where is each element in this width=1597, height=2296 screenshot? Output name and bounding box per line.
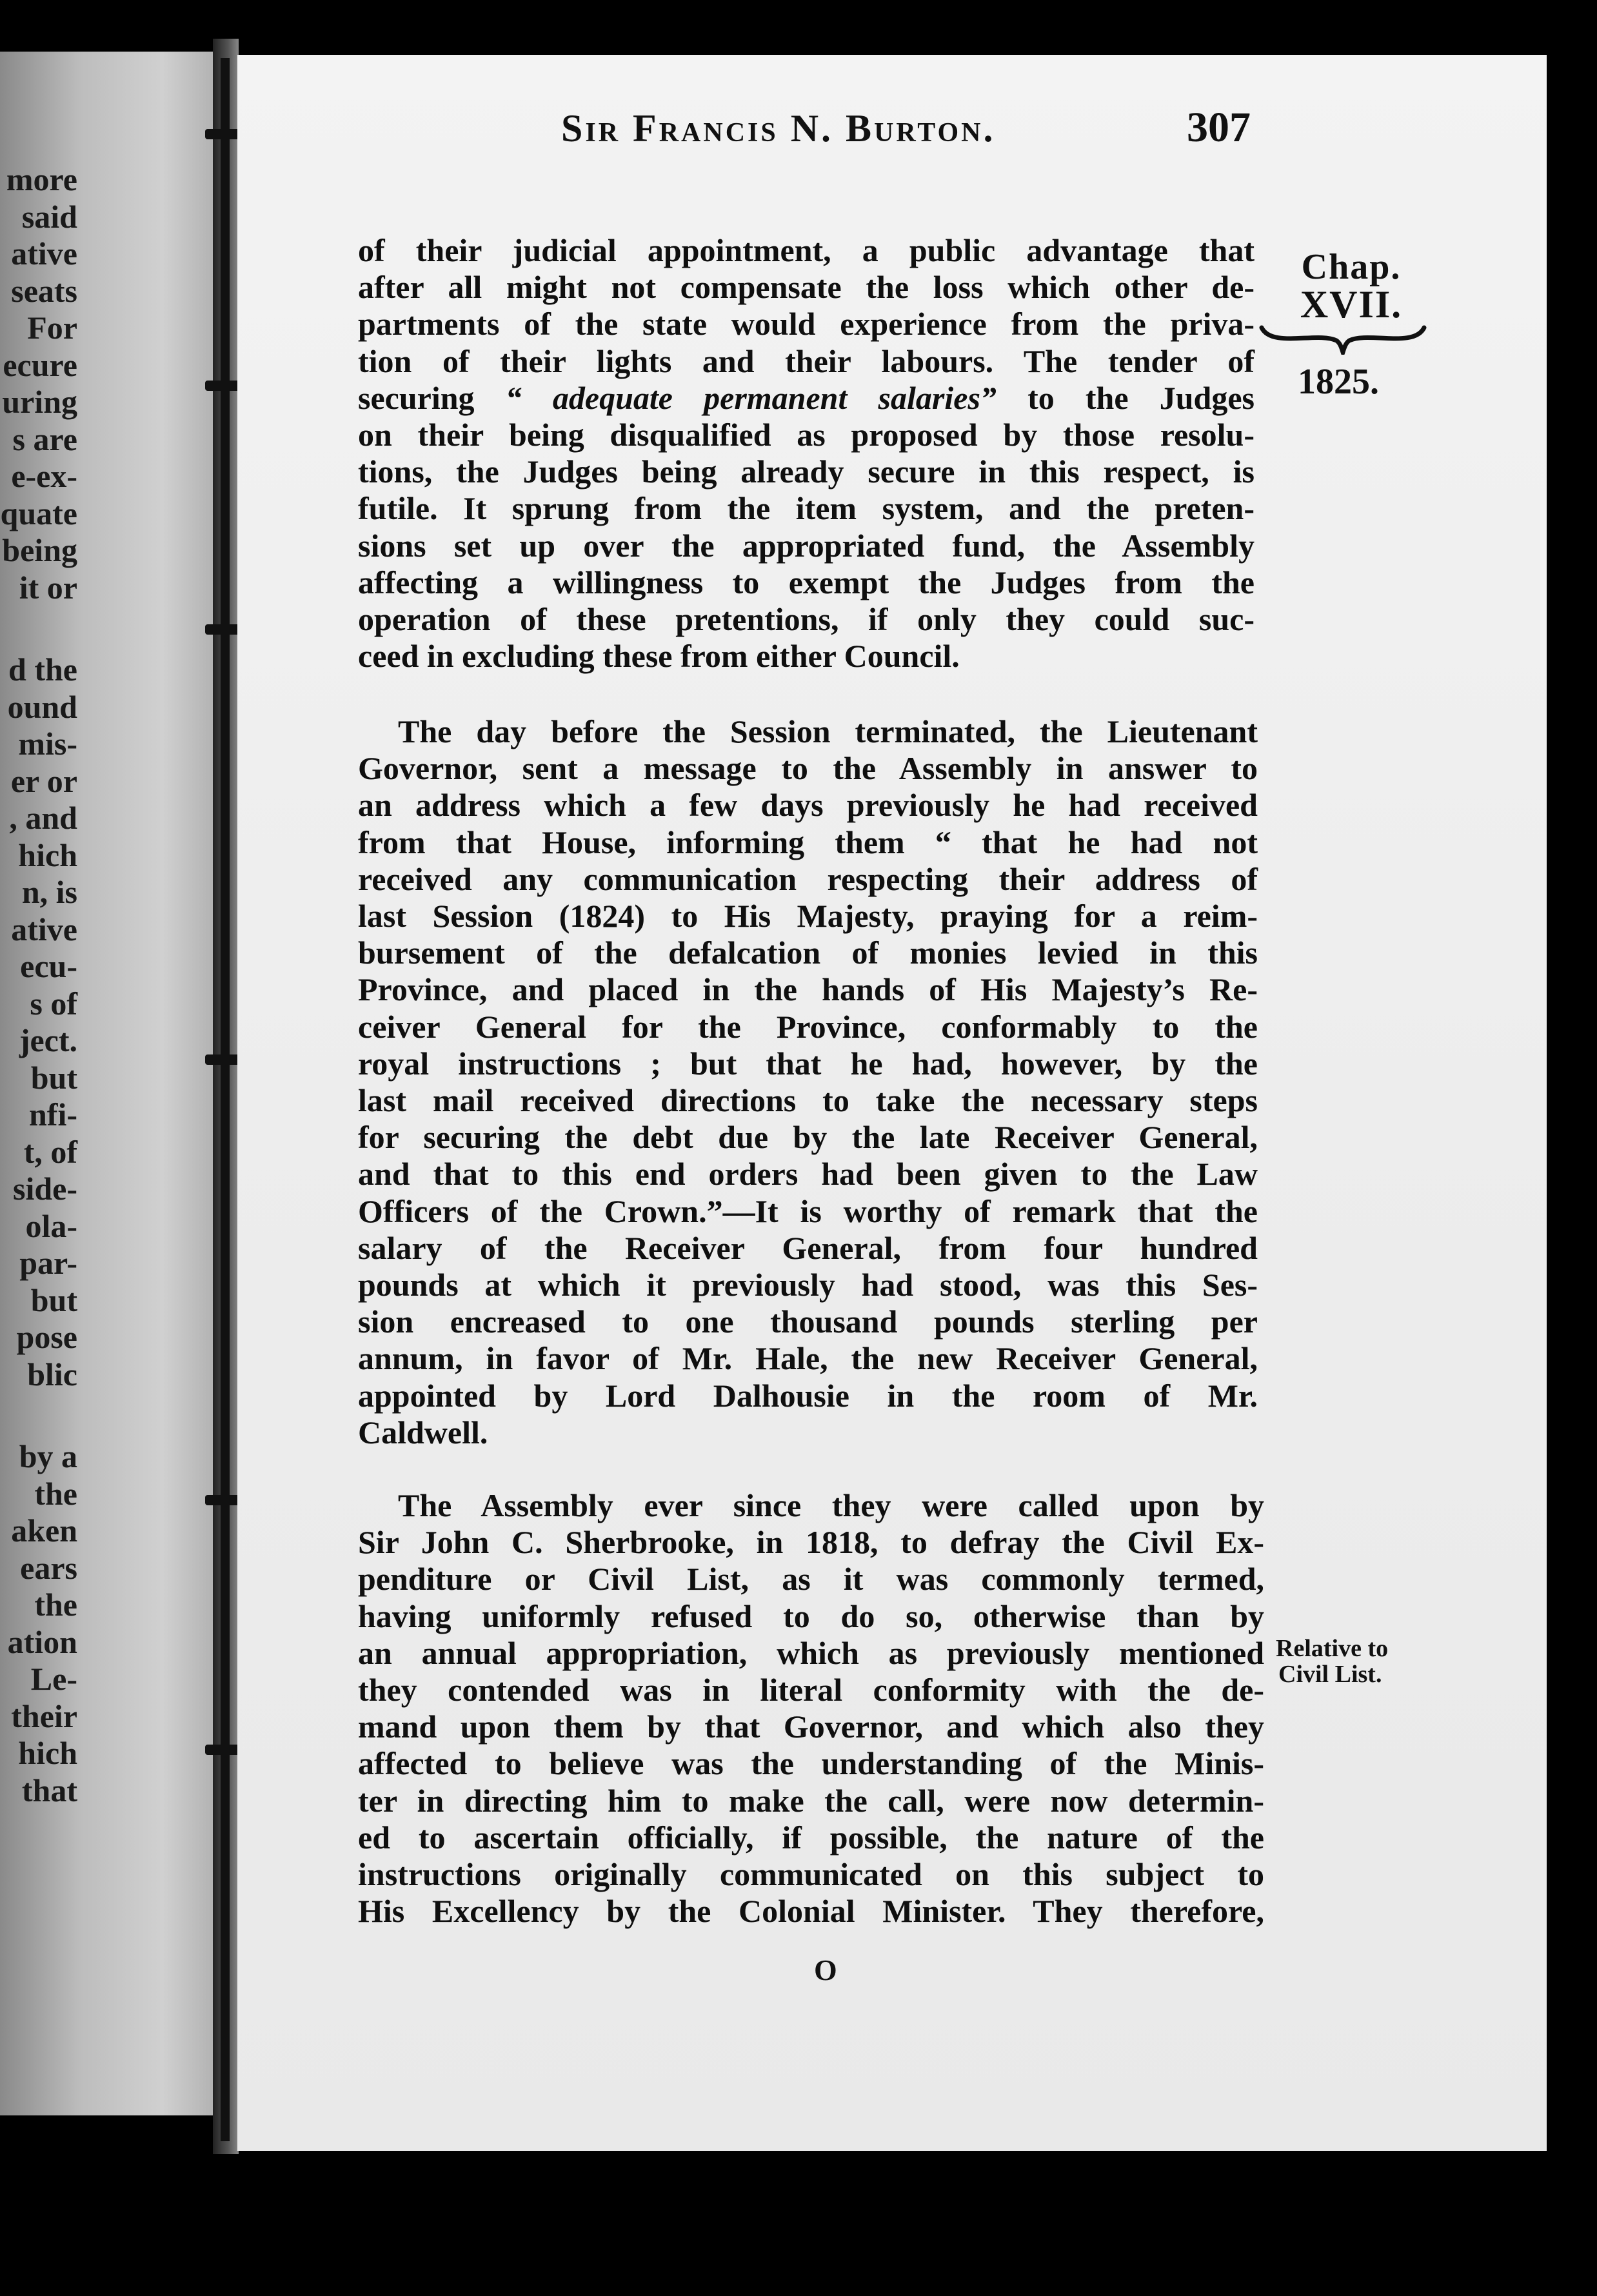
facing-page-fragment: but [30,1282,77,1318]
text-line: sions set up over the appropriated fund, the Assembly [358,527,1255,564]
text-line: after all might not compensate the loss which other de- [358,269,1255,306]
facing-page-fragment: For [27,310,77,346]
margin-sidenote [1276,1636,1388,1687]
text-line: having uniformly refused to do so, otherwise than by [358,1598,1264,1634]
text-line: of their judicial appointment, a public advantage that [358,232,1255,268]
text-line: penditure or Civil List, as it was commonly termed, [358,1561,1264,1598]
text-line: His Excellency by the Colonial Minister. They therefore, [358,1893,1264,1930]
text-line: they contended was in literal conformity with the de- [358,1672,1264,1708]
text-line: operation of these pretentions, if only they could suc- [358,601,1255,638]
text-line: affecting a willingness to exempt the Judges from the [358,564,1255,600]
facing-page-fragment: nfi- [29,1096,77,1133]
text-line: on their being disqualified as proposed by those resolu- [358,417,1255,453]
facing-page-fragment: seats [11,272,77,309]
facing-page-fragment: s are [12,421,77,457]
paragraph-1 [358,232,1255,675]
facing-page-fragment: ola- [25,1207,77,1244]
brace-ornament [1259,322,1427,355]
facing-page-fragment: , and [9,800,77,836]
facing-page-fragment: s of [30,985,77,1022]
text-line: tions, the Judges being already secure in this respect, is [358,453,1255,490]
text-line: royal instructions ; but that he had, however, by the [358,1045,1258,1082]
text-line: futile. It sprung from the item system, and the preten- [358,490,1255,527]
facing-page-fragment: Le- [30,1661,77,1697]
facing-page-fragment: side- [13,1171,77,1207]
text-line: last Session (1824) to His Majesty, praying for a reim- [358,898,1258,935]
signature-mark: O [814,1954,837,1986]
facing-page-fragment: aken [11,1512,77,1549]
chapter-label: Chap. [1301,247,1402,287]
sidenote-line: Relative to [1276,1635,1389,1662]
text-line: bursement of the defalcation of monies levied in this [358,935,1258,971]
text-line: for securing the debt due by the late Receiver General, [358,1119,1258,1156]
facing-page-fragment: but [30,1059,77,1096]
facing-page-fragment: par- [19,1245,77,1281]
paragraph-2 [358,713,1258,1451]
text-line: The day before the Session terminated, the Lieutenant [398,713,1258,749]
text-line: securing “ adequate permanent salaries” to the Judges [358,379,1255,416]
facing-page-fragment: er or [10,762,77,799]
facing-page-fragment: ject. [19,1022,77,1058]
text-line: and that to this end orders had been given to the Law [358,1156,1258,1193]
text-line: The Assembly ever since they were called upon by [398,1487,1264,1523]
text-line: affected to believe was the understanding of the Minis- [358,1745,1264,1782]
text-line: Sir John C. Sherbrooke, in 1818, to defray the Civil Ex- [358,1524,1264,1561]
paragraph-3 [358,1487,1264,1930]
text-line: ed to ascertain officially, if possible, the nature of the [358,1819,1264,1856]
facing-page-fragment: hich [18,1735,77,1771]
text-line: instructions originally communicated on this subject to [358,1856,1264,1893]
text-line: pounds at which it previously had stood, was this Ses- [358,1267,1258,1303]
text-line: partments of the state would experience from the priva- [358,306,1255,342]
facing-page-fragment: it or [19,569,77,606]
text-line: sion encreased to one thousand pounds sterling per [358,1303,1258,1340]
facing-page-fragment: the [34,1587,77,1623]
italic-phrase: “ adequate permanent salaries” [505,379,997,416]
page-number: 307 [1187,104,1251,151]
text-line: received any communication respecting their address of [358,860,1258,897]
running-head: Sir Francis N. Burton. [561,107,996,150]
text-line: Caldwell. [358,1414,488,1450]
facing-page-fragment: being [2,532,77,568]
facing-page-fragment: quate [0,495,77,531]
facing-page-fragment: more [6,161,77,197]
text-line: from that House, informing them “ that he had not [358,824,1258,860]
text-line: tion of their lights and their labours. The tender of [358,342,1255,379]
text-line: ter in directing him to make the call, were now determin- [358,1782,1264,1819]
facing-page-fragment: ound [7,688,77,725]
text-line: Province, and placed in the hands of His Majesty’s Re- [358,971,1258,1008]
facing-page-fragment: ation [7,1623,77,1660]
text-line: salary of the Receiver General, from four hundred [358,1229,1258,1266]
facing-page-fragment: n, is [21,874,77,910]
facing-page-fragment: ears [20,1549,77,1586]
text-line: mand upon them by that Governor, and which also they [358,1708,1264,1745]
text-line: annum, in favor of Mr. Hale, the new Receiver General, [358,1340,1258,1377]
text-line: Governor, sent a message to the Assembly in answer to [358,750,1258,787]
facing-page-fragment: ecu- [20,948,77,984]
facing-page-fragment: the [34,1475,77,1512]
facing-page-fragment: blic [27,1356,77,1392]
facing-page-fragment: ative [11,911,77,947]
facing-page-fragment: d the [8,651,77,688]
facing-page-fragment: t, of [23,1133,77,1170]
facing-page-fragment: ecure [3,346,77,383]
facing-page-fragment: uring [2,384,77,420]
text-line: an address which a few days previously he had received [358,787,1258,824]
facing-page-fragment: their [11,1697,77,1734]
facing-page [0,52,232,2115]
binding-line [221,58,230,2141]
chapter-heading [1290,247,1413,326]
text-line: an annual appropriation, which as previously mentioned [358,1634,1264,1671]
facing-page-fragment: hich [18,836,77,873]
facing-page-fragment: said [21,198,77,235]
facing-page-fragment: ative [11,235,77,272]
facing-page-fragment: by a [19,1438,77,1474]
chapter-number: XVII. [1300,283,1403,326]
text-line: ceed in excluding these from either Council. [358,638,960,675]
text-line: ceiver General for the Province, conformably to the [358,1008,1258,1045]
text-line: Officers of the Crown.”—It is worthy of remark that the [358,1193,1258,1229]
chapter-year: 1825. [1298,362,1379,402]
text-line: last mail received directions to take the necessary steps [358,1082,1258,1119]
facing-page-fragment: pose [16,1319,77,1355]
text-line: appointed by Lord Dalhousie in the room of Mr. [358,1377,1258,1414]
facing-page-fragment: that [21,1772,77,1808]
facing-page-fragment: mis- [18,726,77,762]
sidenote-line: Civil List. [1278,1661,1382,1688]
facing-page-fragment: e-ex- [11,458,77,494]
